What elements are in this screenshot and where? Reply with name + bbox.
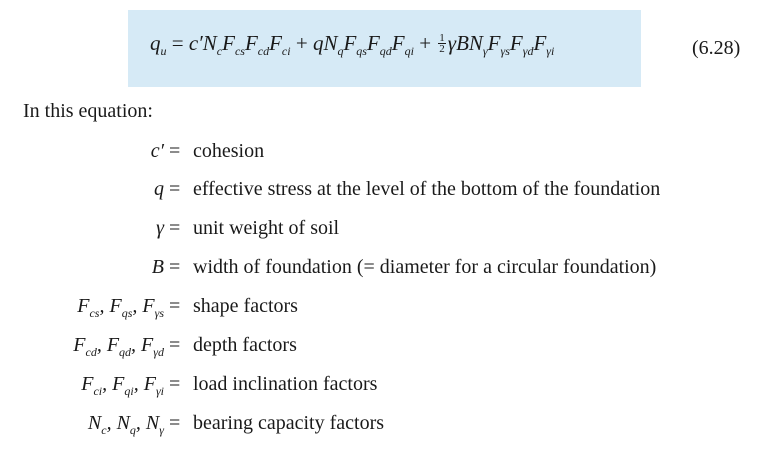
eq-term-1: $c'N_cF_{cs}F_{cd}F_{ci}$ — [188, 31, 291, 58]
definition-row — [0, 291, 784, 321]
def-text: load inclination factors — [193, 373, 378, 395]
definition-row — [0, 330, 784, 360]
definition-row — [0, 174, 784, 204]
def-symbol: B — [151, 256, 164, 278]
def-text: bearing capacity factors — [193, 412, 385, 434]
definition-row — [0, 213, 784, 243]
def-equals: = — [169, 295, 181, 317]
def-equals: = — [169, 217, 181, 239]
def-equals: = — [169, 178, 181, 200]
def-equals: = — [169, 256, 181, 278]
intro-text: In this equation: — [23, 100, 153, 122]
eq-equals: = — [171, 31, 184, 55]
equation-number: (6.28) — [692, 37, 741, 59]
definition-row — [0, 369, 784, 399]
def-text: shape factors — [193, 295, 298, 317]
def-symbol: c′ — [150, 140, 164, 162]
one-half-fraction: $\frac{1}{2}$ — [439, 31, 445, 55]
def-symbol: q — [154, 178, 164, 200]
definition-row — [0, 408, 784, 438]
def-symbol-inclination-factors: $F_{ci}$, $F_{qi}$, $F_{\gamma i}$ — [81, 373, 164, 398]
eq-plus-2: + — [419, 31, 432, 55]
def-text: effective stress at the level of the bottom of the foundation — [193, 178, 661, 200]
eq-term-2: $qN_qF_{qs}F_{qd}F_{qi}$ — [312, 31, 414, 58]
eq-plus-1: + — [295, 31, 308, 55]
eq-lhs: $q_u$ — [150, 31, 167, 58]
def-equals: = — [169, 334, 181, 356]
bearing-capacity-equation — [150, 33, 554, 56]
def-text: unit weight of soil — [193, 217, 340, 239]
def-equals: = — [169, 412, 181, 434]
def-symbol: γ — [156, 217, 164, 239]
def-symbol-depth-factors: $F_{cd}$, $F_{qd}$, $F_{\gamma d}$ — [73, 334, 164, 359]
def-symbol-shape-factors: $F_{cs}$, $F_{qs}$, $F_{\gamma s}$ — [77, 295, 164, 320]
def-text: cohesion — [193, 140, 265, 162]
def-equals: = — [169, 373, 181, 395]
def-symbol-bearing-factors: $N_c$, $N_q$, $N_\gamma$ — [87, 412, 164, 437]
eq-term-3: $\frac{1}{2}$ $\gamma BN_\gamma F_{\gamma s}F_{\gamma d}F_{\gamma i}$ — [439, 31, 555, 58]
def-text: width of foundation (= diameter for a circular foundation) — [193, 256, 657, 278]
def-text: depth factors — [193, 334, 297, 356]
definition-row — [0, 252, 784, 282]
definition-row — [0, 136, 784, 166]
def-equals: = — [169, 140, 181, 162]
